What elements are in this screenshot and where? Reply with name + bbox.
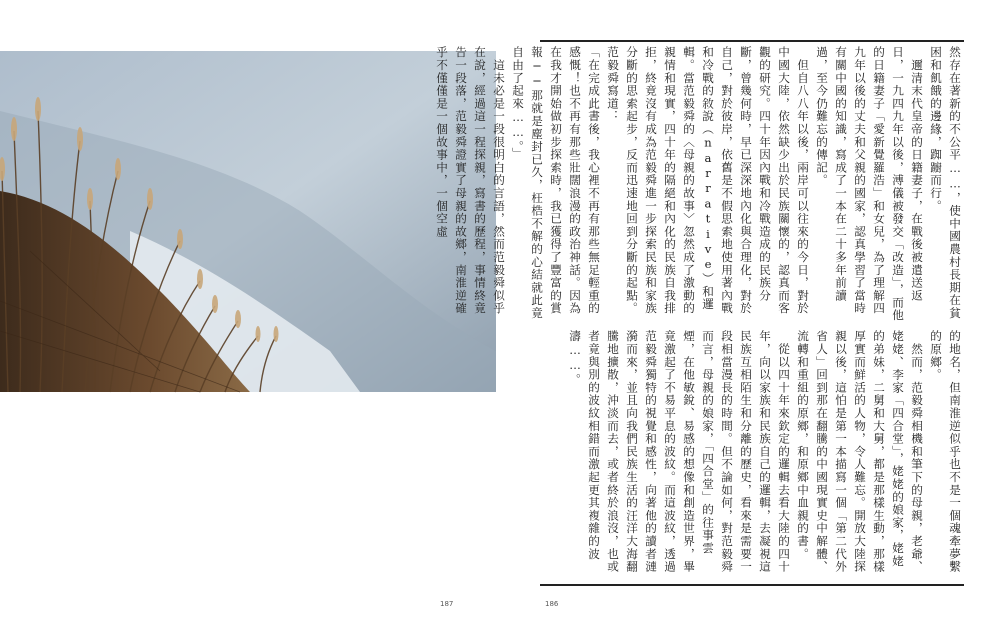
photo-image	[0, 51, 496, 392]
reeds-photo	[0, 51, 496, 392]
page-number-left: 187	[440, 600, 454, 608]
top-rule	[540, 40, 964, 42]
page-number-right: 186	[545, 600, 559, 608]
body-text-upper: 然存在著新的不公平……，使中國農村長期在貧困和飢餓的邊緣，踟躕而行。 邇清末代皇帝的日籍妻子，在戰後被遣送返日，一九四九年以後，溥儀被發交「改造」，而他的日籍妻子「愛新覺羅浩」和女兒，為了理解四九年以後的丈夫和父親的國家，認真學習了當時有關中國的知識，寫成了一本在二十多年前讀過，至今仍難忘的傳記。 但自八八年以後，兩岸可以往來的今日，對於中國大陸，依然缺少出於民族關懷的，認真而客觀的研究。四十年因內戰和冷戰造成的民族分斷，曾幾何時，早已深深地內化與合理化，對於自己，對於彼岸，依舊是不假思索地使用著內戰和冷戰的敘說（narrative）和邏輯。當范毅舜的〈母親的故事〉忽然成了激動的親情和現實，四十年的隔絕和內化的民族自我排拒，終竟沒有成為范毅舜進一步探索民族和家族分斷的思索起步，反而迅速地回到分斷的起點。范毅舜寫道： 「在完成此書後，我心裡不再有那些無足輕重的感慨！也不再有那些壯闊浪漫的政治神話。因為在我才開始做初步探索時，我已獲得了豐富的賞報──那就是塵封已久，枉梏不解的心結就此竟自由了起來……。」 這未必是一段很明白的言語，然而范毅舜似乎在說，經過這一程探親，寫書的歷程，事情終竟告一段落，范毅舜證實了母親的故鄉，南淮逆確乎不僅僅是一個故事中，一個空虛	[435, 46, 962, 322]
body-text-lower: 的地名，但南淮逆似乎也不是一個魂牽夢繫的原鄉。 然而，范毅舜相機和筆下的母親，老爺、姥姥、李家「四合堂」，姥姥的娘家，姥姥的弟妹，二舅和大舅，都是那樣生動，那樣厚實而鮮活的人物，令人難忘。開放大陸探親以後，這怕是第一本描寫一個「第二代外省人」回到那在翻騰的中國現實史中解體、流轉和重組的原鄉，和原鄉中血親的書。 從以四十年來欽定的邏輯去看大陸的四十年，向以家族和民族自己的邏輯，去凝視這民族互相陌生和分離的歷史，看來是需要一段相當漫長的時間。但不論如何，對范毅舜而言，母親的娘家，「四合堂」的往事雲煙，在他敏銳、易感的想像和創造世界，畢竟激起了不易平息的波紋。而這波紋，透過范毅舜獨特的視覺和感性，向著他的讀者漣漪而來，並且向我們民族生活的汪洋大海翻騰地擴散，沖淡而去，或者終於浪沒，也或者竟與別的波紋相錯而激起更其複雜的波濤……。	[568, 330, 962, 574]
bottom-rule	[540, 584, 964, 586]
